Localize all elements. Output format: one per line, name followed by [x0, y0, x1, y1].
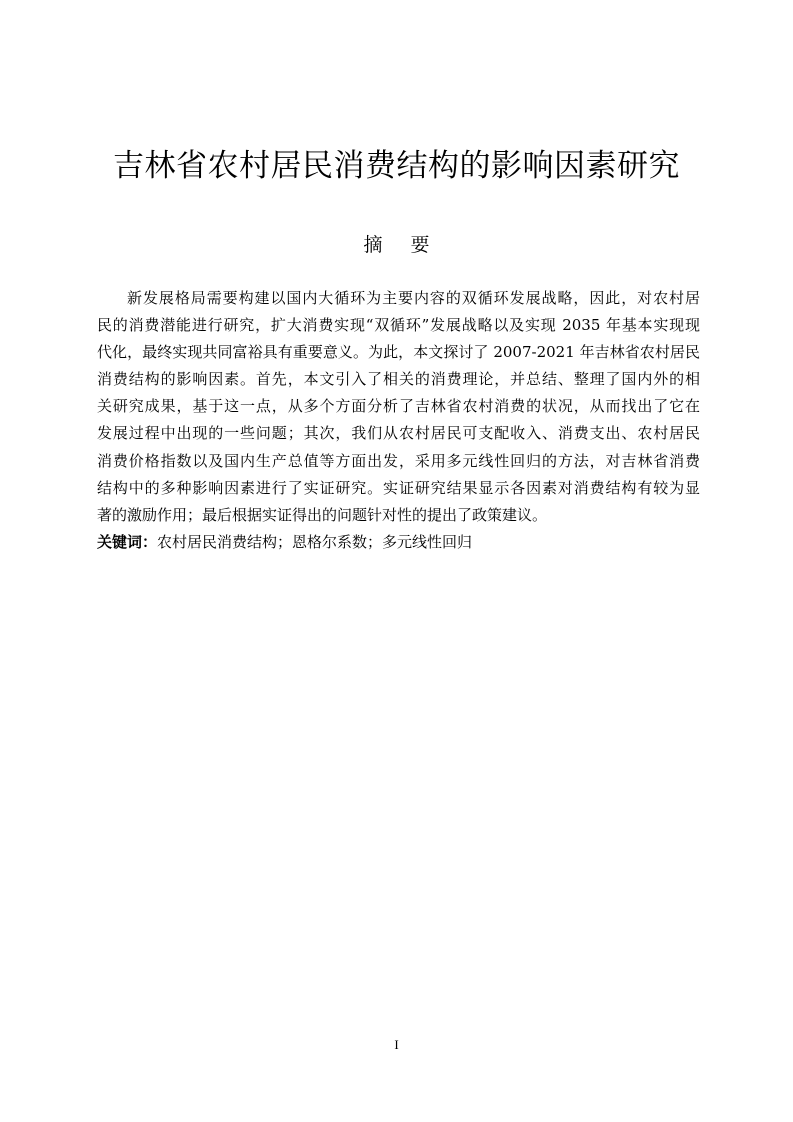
- page-title: 吉林省农村居民消费结构的影响因素研究: [113, 148, 680, 184]
- abstract-line: 结构中的多种影响因素进行了实证研究。实证研究结果显示各因素对消费结构有较为显: [97, 478, 700, 497]
- keywords: [97, 529, 700, 556]
- abstract-line: 著的激励作用；最后根据实证得出的问题针对性的提出了政策建议。: [97, 505, 548, 524]
- page-number: I: [394, 1037, 399, 1052]
- keywords-label: 关键词：: [97, 532, 158, 551]
- abstract-heading-char: 要: [410, 234, 430, 256]
- abstract-line: 代化，最终实现共同富裕具有重要意义。为此，本文探讨了 2007-2021 年吉林省农村居民: [97, 343, 700, 362]
- abstract-line: 发展过程中出现的一些问题；其次，我们从农村居民可支配收入、消费支出、农村居民: [97, 424, 700, 443]
- abstract-heading: [0, 230, 793, 257]
- keywords-text: 农村居民消费结构；恩格尔系数；多元线性回归: [157, 532, 473, 551]
- abstract-line: 消费价格指数以及国内生产总值等方面出发，采用多元线性回归的方法，对吉林省消费: [97, 451, 700, 470]
- abstract-line: 民的消费潜能进行研究，扩大消费实现“双循环”发展战略以及实现 2035 年基本实现现: [97, 316, 700, 335]
- abstract-line: 消费结构的影响因素。首先，本文引入了相关的消费理论，并总结、整理了国内外的相: [97, 370, 700, 389]
- abstract-line: 新发展格局需要构建以国内大循环为主要内容的双循环发展战略，因此，对农村居: [127, 289, 700, 307]
- abstract-body: [97, 285, 700, 556]
- abstract-line: 关研究成果，基于这一点，从多个方面分析了吉林省农村消费的状况，从而找出了它在: [97, 397, 700, 416]
- abstract-heading-char: 摘: [363, 234, 383, 256]
